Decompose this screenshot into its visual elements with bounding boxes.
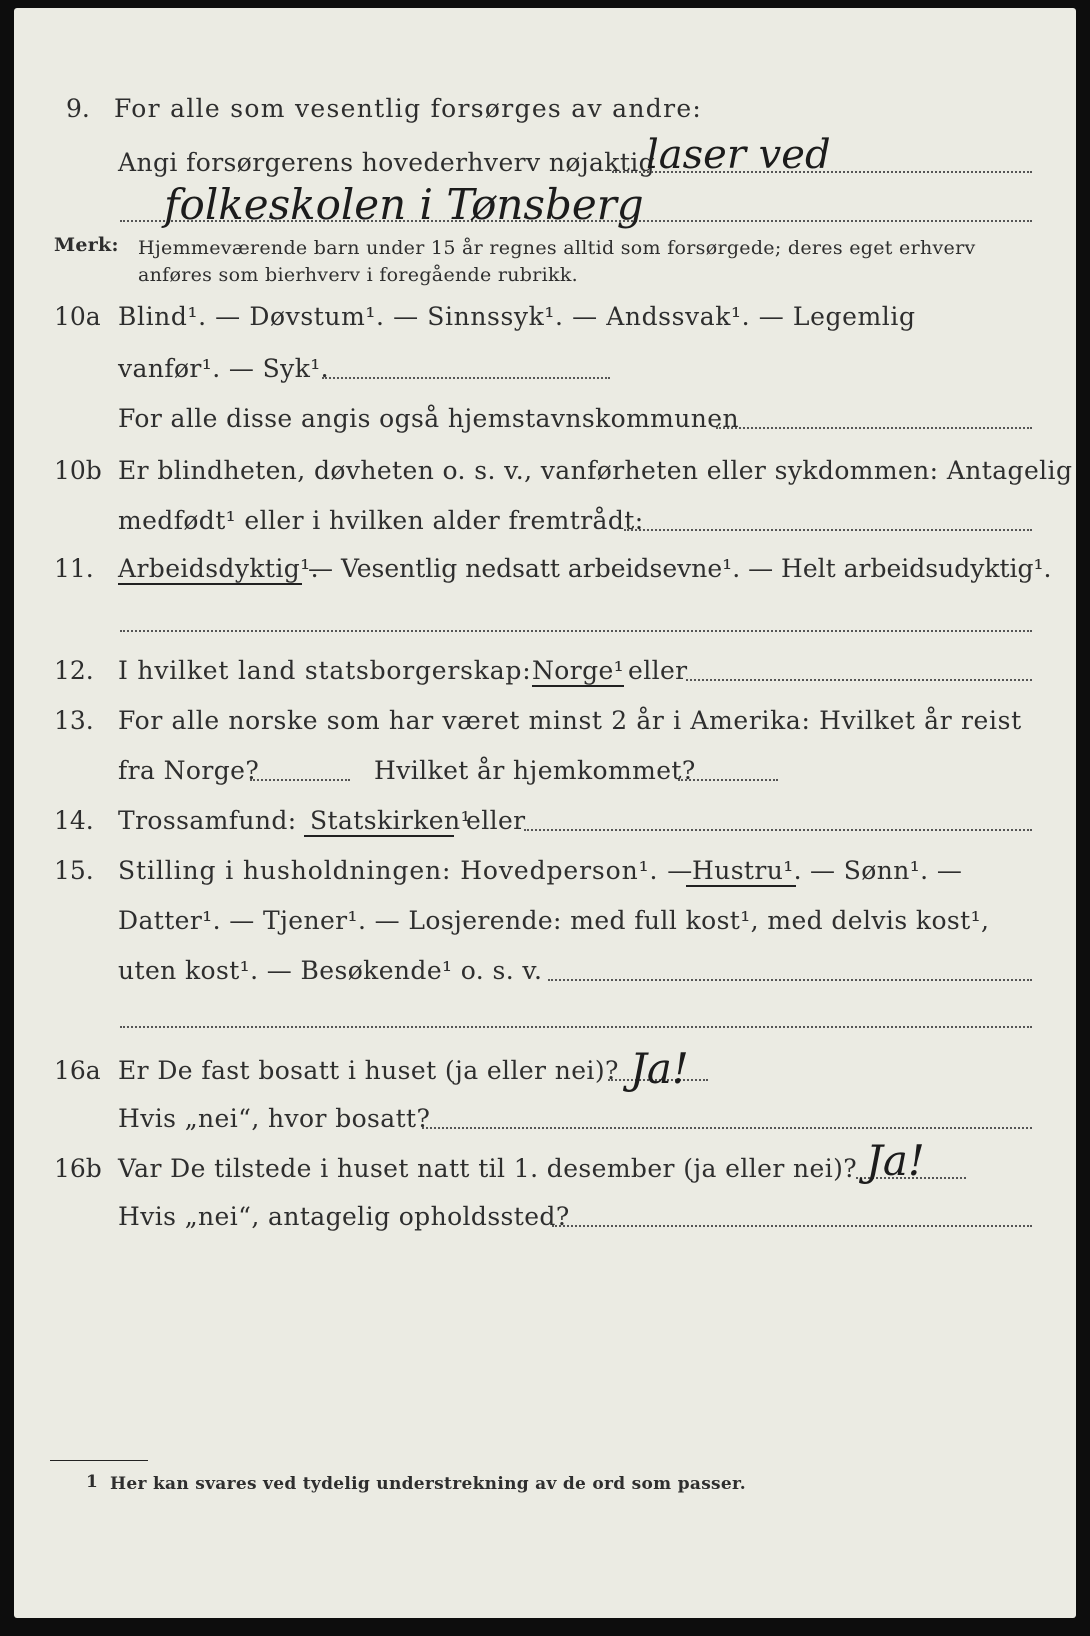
q16a-number: 16a (54, 1056, 101, 1085)
q14-suffix: eller (466, 806, 526, 835)
q10b-line1: Er blindheten, døvheten o. s. v., vanførheten eller sykdommen: Antagelig (118, 456, 1073, 485)
q12-prefix: I hvilket land statsborgerskap: (118, 656, 532, 685)
q15-line1-suffix: — Sønn¹. — (810, 856, 963, 885)
q9-line2: Angi forsørgerens hovederhverv nøjaktig (118, 148, 656, 177)
q11-number: 11. (54, 554, 94, 583)
footnote-text: Her kan svares ved tydelig understrekning av de ord som passer. (110, 1474, 746, 1494)
q15-underlined-option: Hustru¹. (692, 856, 802, 885)
q16b-number: 16b (54, 1154, 102, 1183)
merk-label: Merk: (54, 234, 119, 256)
q10b-answer-line (624, 529, 1032, 531)
q16b-handwritten-answer: Ja! (866, 1136, 925, 1185)
q14-underlined-option: Statskirken¹ (310, 806, 471, 835)
q13-hjemkommet-line (678, 779, 778, 781)
q15-line1-prefix: Stilling i husholdningen: Hovedperson¹. — (118, 856, 694, 885)
q9-handwritten-answer-2: folkeskolen i Tønsberg (164, 180, 644, 229)
merk-line2: anføres som bierhverv i foregående rubrikk. (138, 264, 578, 286)
q13-number: 13. (54, 706, 94, 735)
q10a-number: 10a (54, 302, 101, 331)
q15-underline (686, 885, 796, 887)
q16a-bosatt-line (422, 1127, 1032, 1129)
q12-number: 12. (54, 656, 94, 685)
q14-prefix: Trossamfund: (118, 806, 297, 835)
q10b-number: 10b (54, 456, 102, 485)
q11-underlined-option: Arbeidsdyktig¹. (118, 554, 319, 583)
q12-suffix: eller (628, 656, 688, 685)
q14-number: 14. (54, 806, 94, 835)
q16b-opholdssted-line (552, 1225, 1032, 1227)
q9-handwritten-answer-1: laser ved (646, 132, 831, 178)
q11-answer-line (120, 630, 1032, 632)
q11-other-options: — Vesentlig nedsatt arbeidsevne¹. — Helt arbeidsudyktig¹. (308, 554, 1052, 583)
q10b-line2: medfødt¹ eller i hvilken alder fremtrådt: (118, 506, 644, 535)
q13-line2b: Hvilket år hjemkommet? (374, 756, 696, 785)
q12-underline (532, 685, 624, 687)
q13-line2a: fra Norge? (118, 756, 260, 785)
q16a-line2: Hvis „nei“, hvor bosatt? (118, 1104, 431, 1133)
q16a-handwritten-answer: Ja! (630, 1044, 689, 1093)
q16a-line1: Er De fast bosatt i huset (ja eller nei)? (118, 1056, 619, 1085)
q11-underline (118, 583, 302, 585)
q14-answer-line (524, 829, 1032, 831)
footnote-marker: 1 (86, 1472, 99, 1492)
q9-number: 9. (66, 94, 90, 123)
q13-reist-line (250, 779, 350, 781)
q10a-kommune-line (716, 427, 1032, 429)
q15-number: 15. (54, 856, 94, 885)
q15-line3: uten kost¹. — Besøkende¹ o. s. v. (118, 956, 543, 985)
merk-line1: Hjemmeværende barn under 15 år regnes alltid som forsørgede; deres eget erhverv (138, 237, 976, 259)
q16b-line2: Hvis „nei“, antagelig opholdssted? (118, 1202, 570, 1231)
q10a-line3: For alle disse angis også hjemstavnskommunen (118, 404, 739, 433)
q12-answer-line (686, 679, 1032, 681)
q15-line2: Datter¹. — Tjener¹. — Losjerende: med full kost¹, med delvis kost¹, (118, 906, 990, 935)
q10a-line1: Blind¹. — Døvstum¹. — Sinnssyk¹. — Andssvak¹. — Legemlig (118, 302, 916, 331)
q9-line1: For alle som vesentlig forsørges av andre: (114, 94, 703, 123)
q13-line1: For alle norske som har været minst 2 år i Amerika: Hvilket år reist (118, 706, 1022, 735)
q15-answer-line-2 (120, 1026, 1032, 1028)
q12-underlined-option: Norge¹ (532, 656, 625, 685)
q10a-syk-line (322, 377, 610, 379)
census-form-page (14, 8, 1076, 1618)
q10a-line2: vanfør¹. — Syk¹. (118, 354, 330, 383)
footnote-rule (50, 1460, 148, 1461)
q14-underline (304, 835, 454, 837)
q16b-line1: Var De tilstede i huset natt til 1. desember (ja eller nei)? (118, 1154, 858, 1183)
q15-answer-line (548, 979, 1032, 981)
